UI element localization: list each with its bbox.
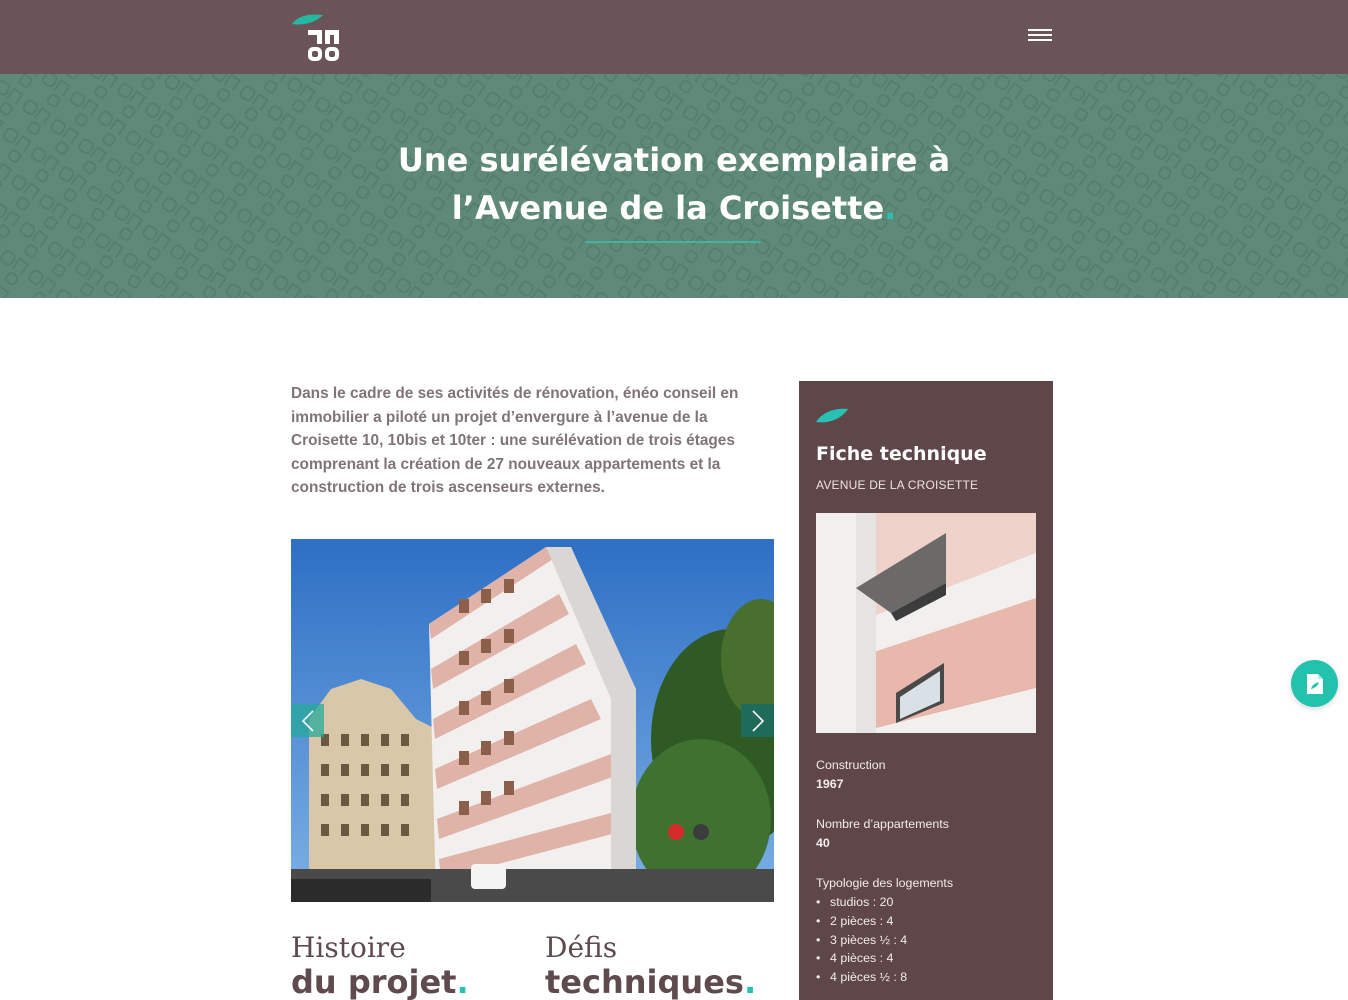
list-item: • 4 pièces ½ : 8 bbox=[816, 968, 1036, 987]
tech-facts bbox=[816, 756, 1036, 1000]
title-underline bbox=[585, 241, 761, 243]
facade-detail-photo bbox=[816, 513, 1036, 733]
fact-apartments: Nombre d’appartements 40 bbox=[816, 817, 949, 850]
chevron-left-icon bbox=[301, 710, 315, 732]
list-item: • 3 pièces ½ : 4 bbox=[816, 931, 1036, 950]
sheet-subtitle: AVENUE DE LA CROISETTE bbox=[816, 478, 979, 492]
eneo-logo[interactable] bbox=[291, 12, 345, 64]
carousel-next-button[interactable] bbox=[741, 704, 774, 737]
document-button[interactable] bbox=[1291, 660, 1338, 707]
section-heading-histoire: Histoire du projet. bbox=[291, 931, 469, 1000]
sheet-title: Fiche technique bbox=[816, 443, 987, 465]
hero-banner bbox=[0, 74, 1348, 298]
leaf-icon bbox=[816, 408, 848, 424]
list-item: • 4 pièces : 4 bbox=[816, 949, 1036, 968]
list-item: • 2 pièces : 4 bbox=[816, 912, 1036, 931]
page-title: Une surélévation exemplaire à l’Avenue de la Croisette. bbox=[397, 141, 951, 227]
carousel-prev-button[interactable] bbox=[291, 704, 324, 737]
typology-list bbox=[816, 893, 1036, 987]
intro-text: Dans le cadre de ses activités de rénovation, énéo conseil en immobilier a piloté un projet d’envergure à l’avenue de la Croisette 10, 10bis et 10ter : une surélévation de trois étages comprenant la création de 27 nouveaux appartements et la construction de trois ascenseurs externes. bbox=[291, 385, 739, 496]
building-photo bbox=[291, 539, 774, 902]
section-heading-defis: Défis techniques. bbox=[545, 931, 757, 1000]
tech-sheet bbox=[799, 381, 1053, 1000]
document-icon bbox=[1306, 673, 1324, 695]
photo-carousel[interactable] bbox=[291, 539, 774, 902]
hamburger-icon bbox=[1028, 29, 1052, 31]
chevron-right-icon bbox=[751, 710, 765, 732]
fact-typology: Typologie des logements • studios : 20 • 2 pièces : 4 • 3 pièces ½ : 4 • 4 pièces : 4 • 4 pièces ½ : 8 bbox=[816, 874, 1036, 987]
fact-construction: Construction 1967 bbox=[816, 758, 886, 791]
site-header bbox=[0, 0, 1348, 74]
menu-button[interactable] bbox=[1028, 29, 1054, 45]
list-item: • studios : 20 bbox=[816, 893, 1036, 912]
